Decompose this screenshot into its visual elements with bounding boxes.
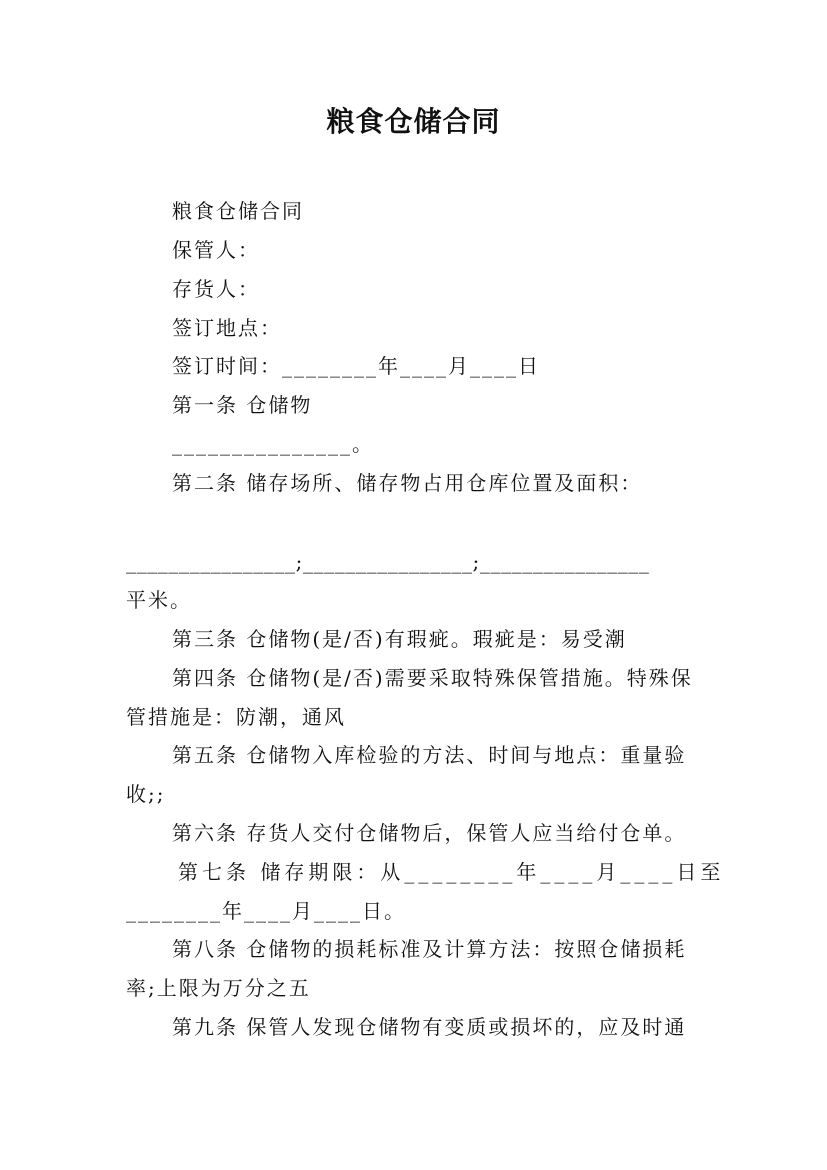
paragraph-article-2-blanks: ________________;________________;________________ xyxy=(126,550,650,574)
paragraph-article-8: 第八条 仓储物的损耗标准及计算方法：按照仓储损耗 xyxy=(172,937,687,961)
paragraph-custodian: 保管人： xyxy=(172,238,260,262)
paragraph-article-9: 第九条 保管人发现仓储物有变质或损坏的，应及时通 xyxy=(172,1015,687,1039)
paragraph-depositor: 存货人： xyxy=(172,277,260,301)
paragraph-article-5: 第五条 仓储物入库检验的方法、时间与地点：重量验 xyxy=(172,743,687,767)
paragraph-article-3: 第三条 仓储物(是/否)有瑕疵。瑕疵是：易受潮 xyxy=(172,627,627,651)
paragraph-article-7: 第七条 储存期限：从________年____月____日至 xyxy=(178,860,725,884)
paragraph-article-2: 第二条 储存场所、储存物占用仓库位置及面积： xyxy=(172,471,643,495)
paragraph-article-4-cont: 管措施是：防潮，通风 xyxy=(126,705,346,729)
paragraph-article-1-blank: _______________。 xyxy=(172,432,374,456)
paragraph-article-2-unit: 平米。 xyxy=(126,588,192,612)
paragraph-article-1: 第一条 仓储物 xyxy=(172,393,313,417)
paragraph-contract-name: 粮食仓储合同 xyxy=(172,199,304,223)
paragraph-article-4: 第四条 仓储物(是/否)需要采取特殊保管措施。特殊保 xyxy=(172,666,693,690)
paragraph-signing-place: 签订地点： xyxy=(172,316,282,340)
paragraph-article-8-cont: 率;上限为万分之五 xyxy=(126,976,311,1000)
paragraph-article-6: 第六条 存货人交付仓储物后，保管人应当给付仓单。 xyxy=(172,821,687,845)
paragraph-signing-date: 签订时间：________年____月____日 xyxy=(172,354,540,378)
paragraph-article-5-cont: 收;; xyxy=(126,782,166,806)
document-title: 粮食仓储合同 xyxy=(326,105,501,138)
paragraph-article-7-cont: ________年____月____日。 xyxy=(126,899,406,923)
